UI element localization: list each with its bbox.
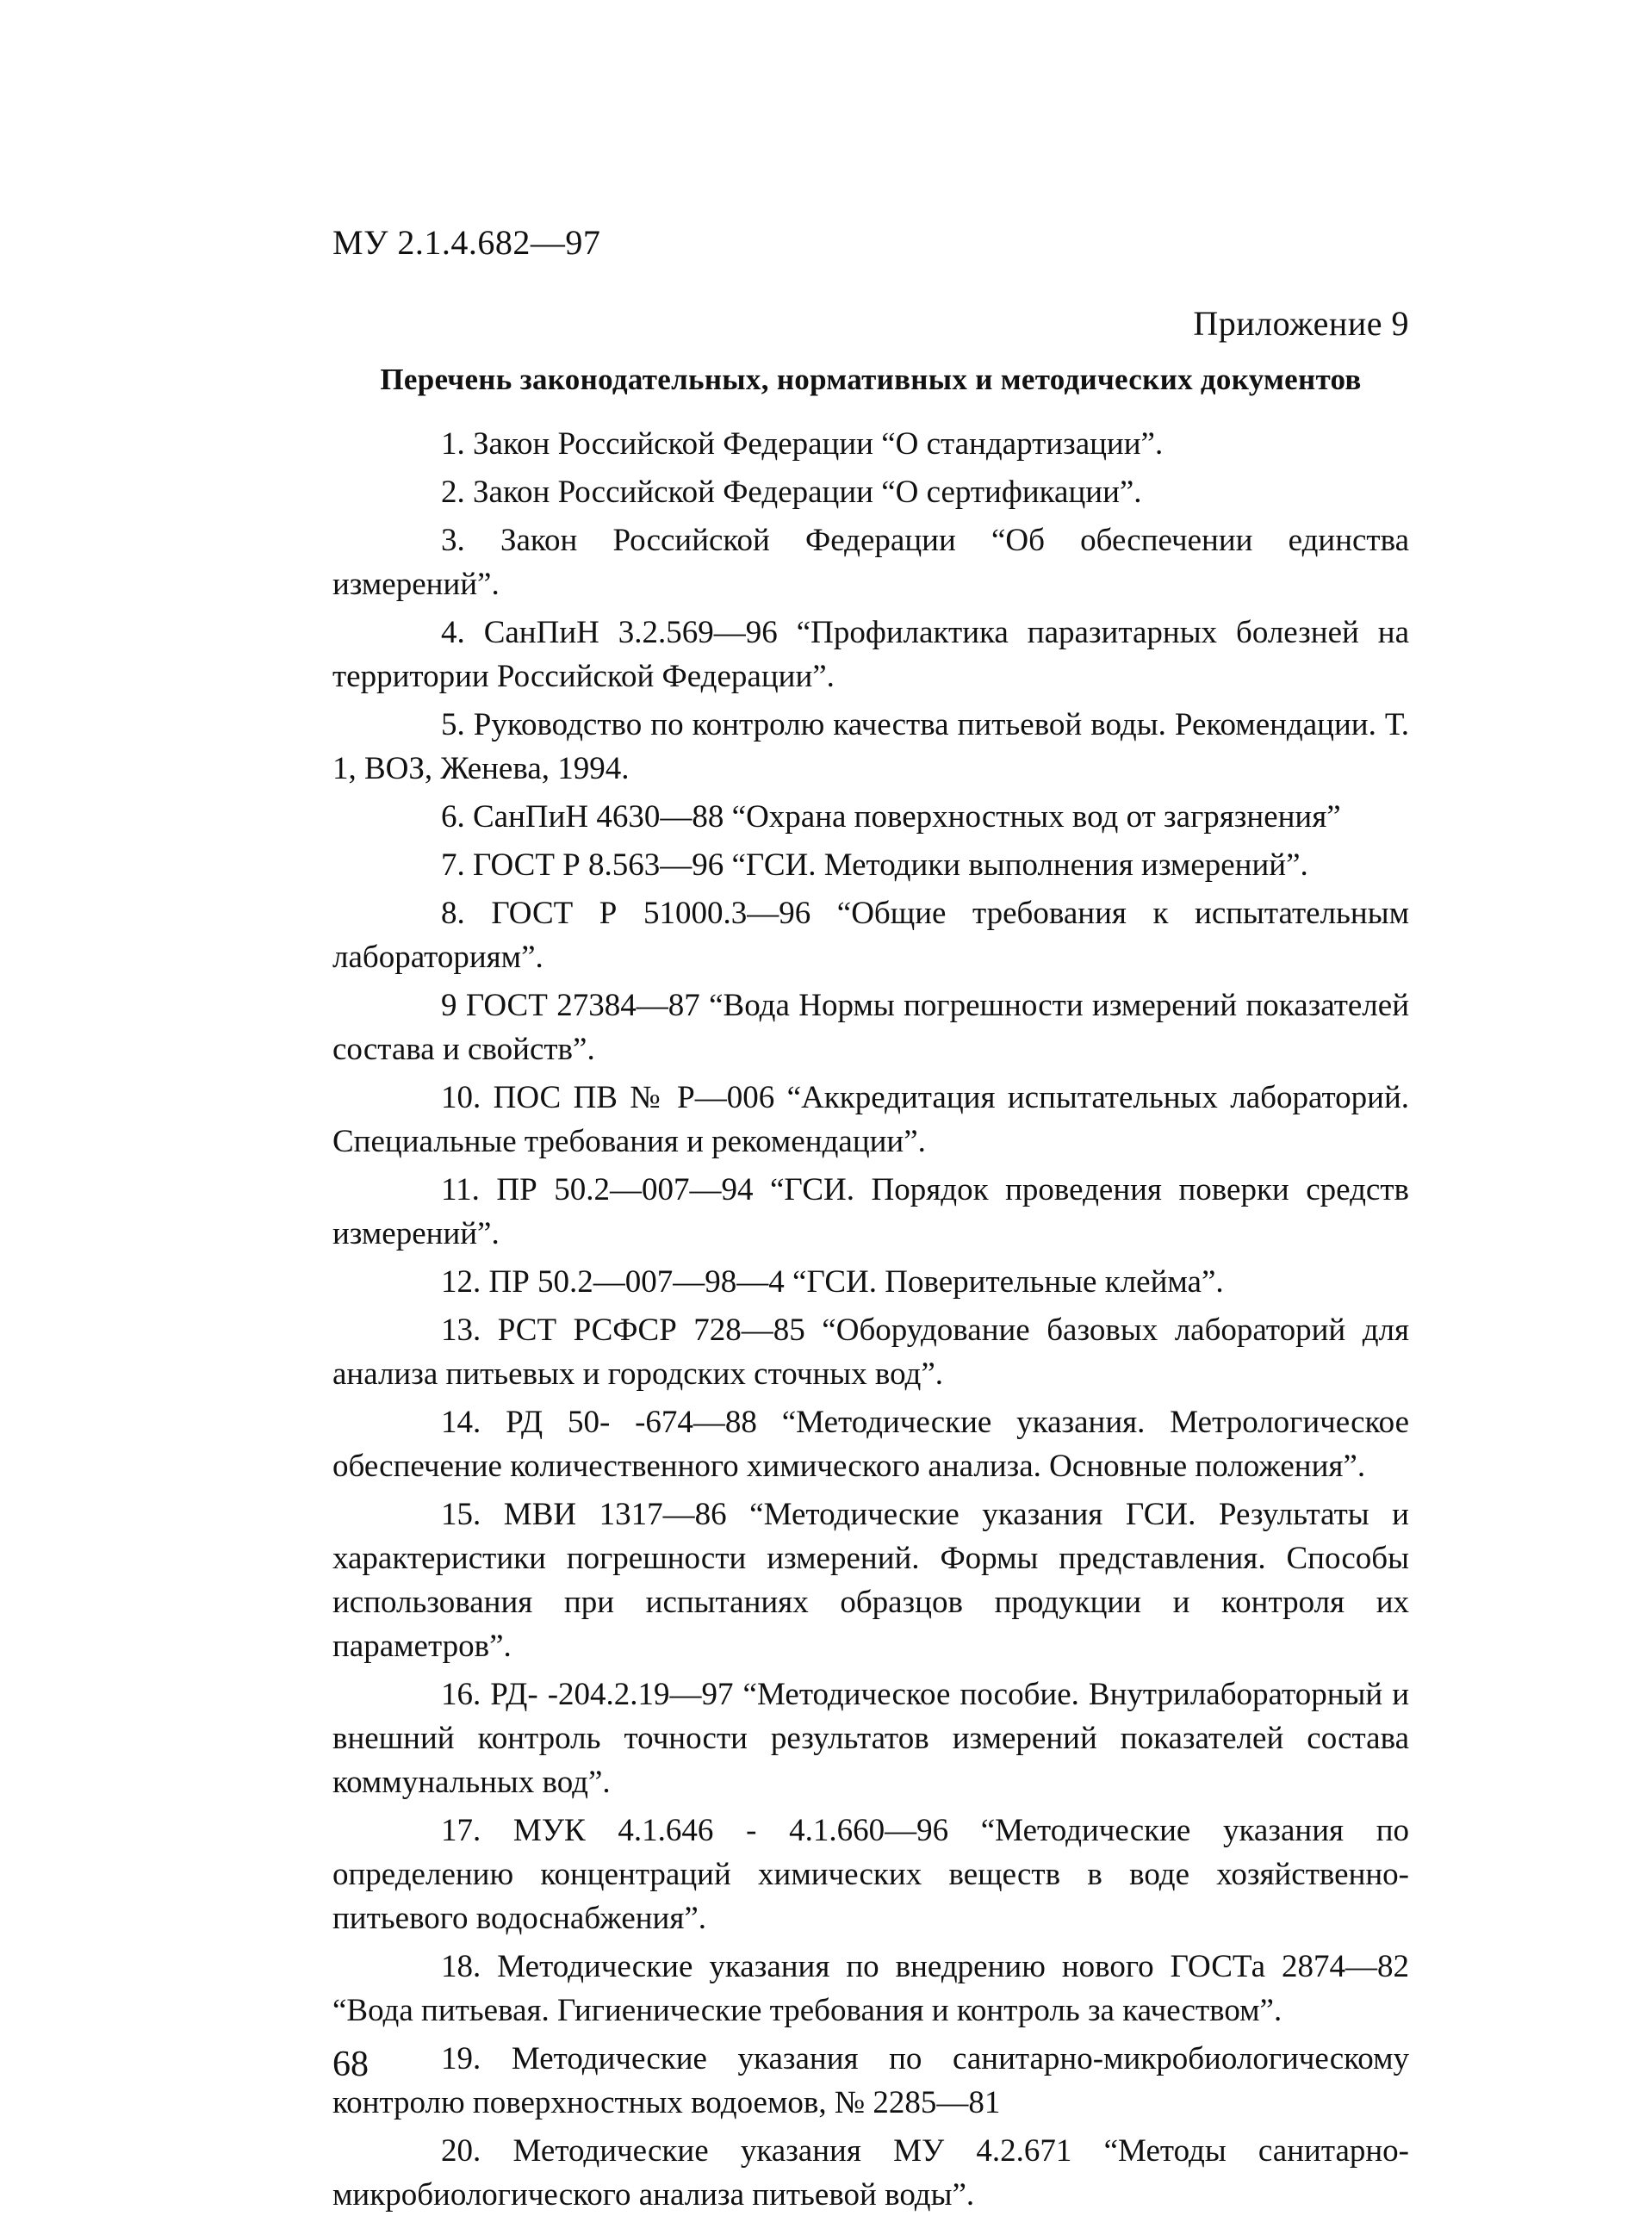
list-item: 16. РД- -204.2.19—97 “Методическое пособие. Внутрилабораторный и внешний контроль точности результатов измерений показателей состава коммунальных вод”. [332, 1677, 1409, 1800]
list-item: 13. РСТ РСФСР 728—85 “Оборудование базовых лабораторий для анализа питьевых и городских сточных вод”. [332, 1313, 1409, 1392]
list-title: Перечень законодательных, нормативных и методических документов [380, 363, 1362, 396]
appendix-label: Приложение 9 [1193, 304, 1409, 343]
list-item: 8. ГОСТ Р 51000.3—96 “Общие требования к испытательным лабораториям”. [332, 896, 1409, 975]
list-item: 11. ПР 50.2—007—94 “ГСИ. Порядок проведения поверки средств измерений”. [332, 1172, 1409, 1251]
list-item: 5. Руководство по контролю качества питьевой воды. Рекомендации. Т. 1, ВОЗ, Женева, 1994. [332, 707, 1409, 786]
list-item: 20. Методические указания МУ 4.2.671 “Методы санитарно-микробиологического анализа питьевой воды”. [332, 2133, 1409, 2213]
list-item: 7. ГОСТ Р 8.563—96 “ГСИ. Методики выполнения измерений”. [441, 847, 1308, 883]
list-item: 3. Закон Российской Федерации “Об обеспечении единства измерений”. [332, 523, 1409, 602]
list-item: 1. Закон Российской Федерации “О стандартизации”. [441, 426, 1164, 462]
page-number: 68 [332, 2045, 369, 2084]
list-item: 2. Закон Российской Федерации “О сертификации”. [441, 475, 1142, 510]
list-item: 19. Методические указания по санитарно-микробиологическому контролю поверхностных водоемов, № 2285—81 [332, 2041, 1409, 2120]
documents-list [332, 422, 1409, 2221]
list-item: 14. РД 50- -674—88 “Методические указания. Метрологическое обеспечение количественного химического анализа. Основные положения”. [332, 1405, 1409, 1484]
list-item: 12. ПР 50.2—007—98—4 “ГСИ. Поверительные клейма”. [441, 1264, 1224, 1300]
list-item: 17. МУК 4.1.646 - 4.1.660—96 “Методические указания по определению концентраций химических веществ в воде хозяйственно-питьевого водоснабжения”. [332, 1813, 1409, 1936]
list-item: 6. СанПиН 4630—88 “Охрана поверхностных вод от загрязнения” [441, 799, 1341, 835]
list-item: 18. Методические указания по внедрению нового ГОСТа 2874—82 “Вода питьевая. Гигиенические требования и контроль за качеством”. [332, 1949, 1409, 2028]
list-item: 10. ПОС ПВ № Р—006 “Аккредитация испытательных лабораторий. Специальные требования и рекомендации”. [332, 1080, 1409, 1159]
document-code: МУ 2.1.4.682—97 [332, 223, 601, 262]
list-item: 9 ГОСТ 27384—87 “Вода Нормы погрешности измерений показателей состава и свойств”. [332, 988, 1409, 1067]
list-item: 4. СанПиН 3.2.569—96 “Профилактика паразитарных болезней на территории Российской Федерации”. [332, 615, 1409, 694]
list-item: 15. МВИ 1317—86 “Методические указания ГСИ. Результаты и характеристики погрешности измерений. Формы представления. Способы использования при испытаниях образцов продукции и контроля их параметров”. [332, 1497, 1409, 1664]
